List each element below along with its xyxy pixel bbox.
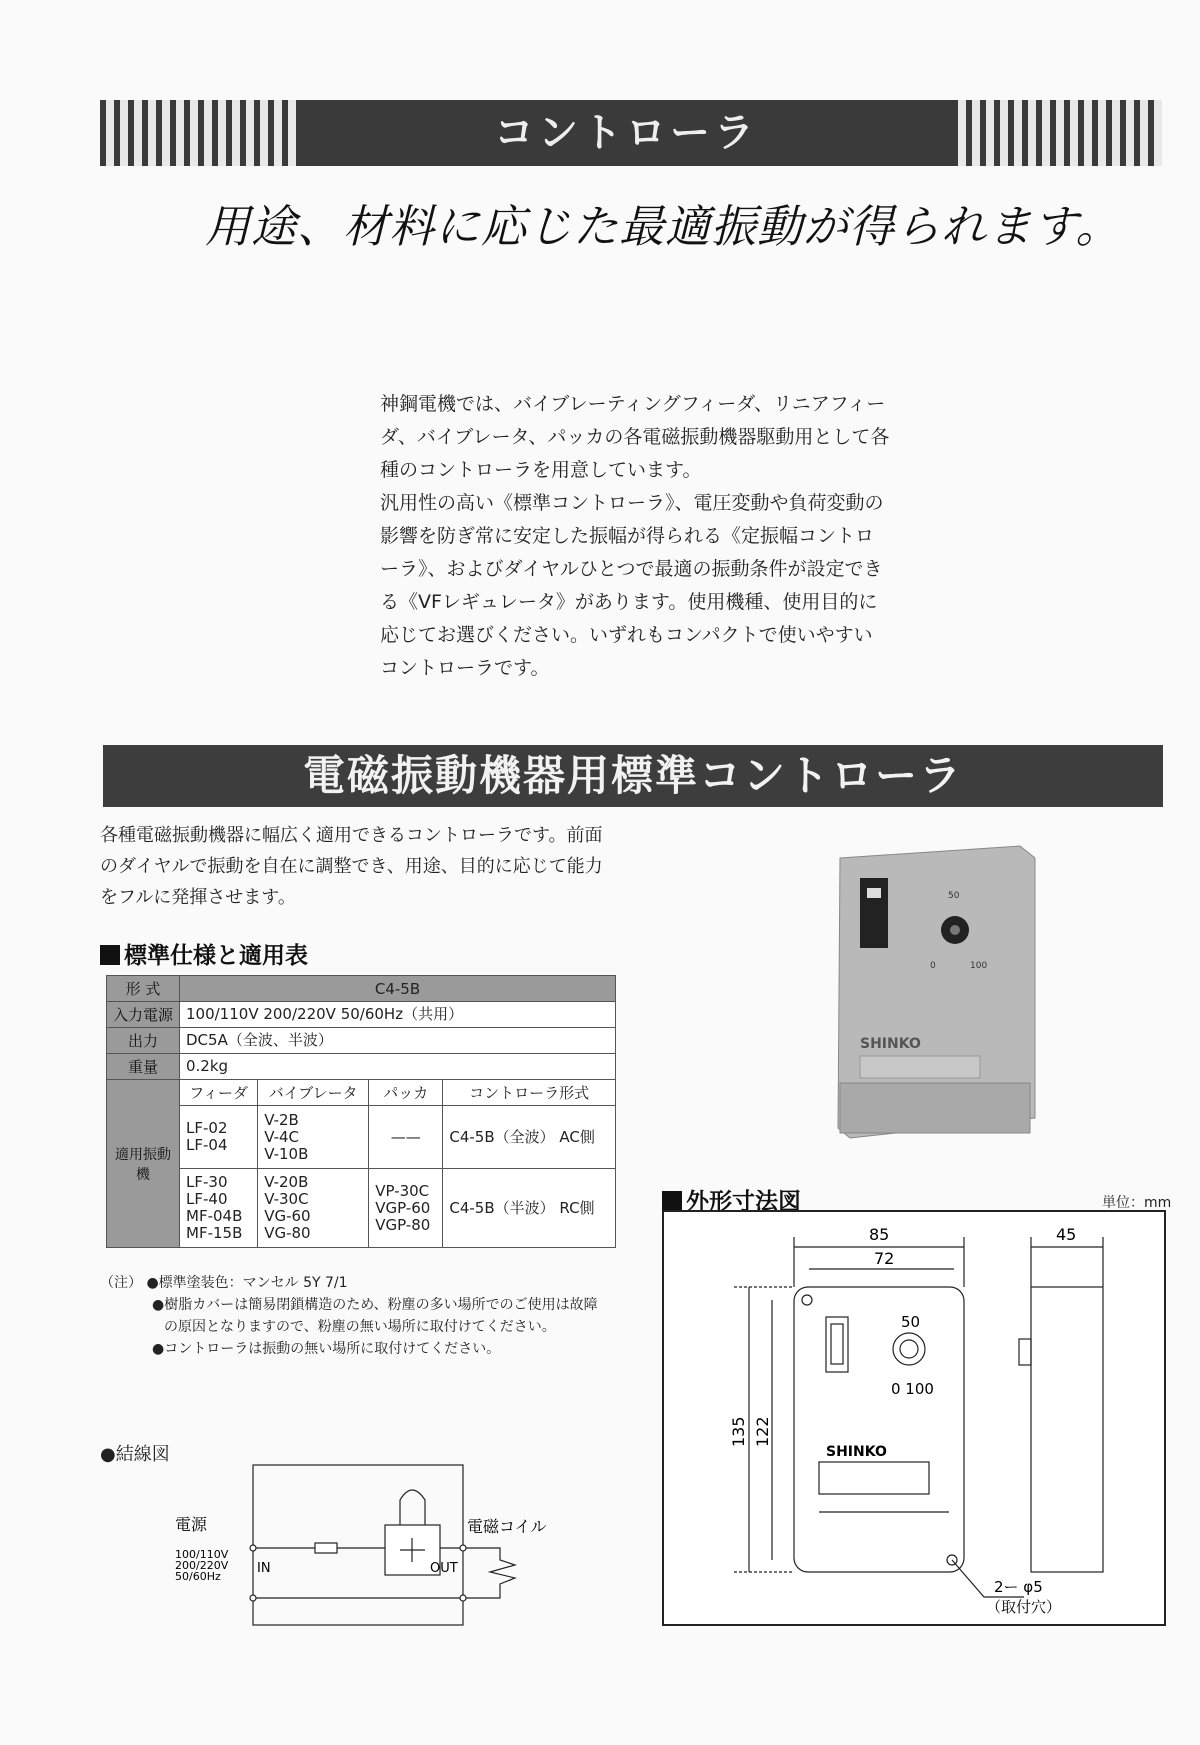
dim-width-inner: 72 [874,1249,895,1268]
banner-title: コントローラ [494,110,758,156]
row1-packer: —— [369,1106,443,1169]
table-row [107,1028,616,1054]
dim-dial-top: 50 [901,1313,921,1331]
banner-stripes-right [952,100,1162,166]
top-banner [100,100,1162,166]
wiring-out-label: OUT [430,1561,458,1576]
col-feeder: フィーダ [180,1080,258,1106]
dim-height-inner: 122 [753,1416,772,1447]
square-bullet-icon [100,945,120,965]
spec-table [106,975,616,1248]
model-label: 形 式 [107,976,180,1002]
dim-width-outer: 85 [869,1225,890,1244]
wiring-in-label: IN [257,1561,271,1576]
note-2a: ●樹脂カバーは簡易閉鎖構造のため、粉塵の多い場所でのご使用は故障 [152,1297,598,1313]
row1-feeder: LF-02 LF-04 [180,1106,258,1169]
col-controller: コントローラ形式 [443,1080,616,1106]
section-title: 電磁振動機器用標準コントローラ [103,745,1163,807]
photo-dial-top: 50 [948,891,960,901]
input-value: 100/110V 200/220V 50/60Hz（共用） [180,1002,616,1028]
notes-prefix: （注） [100,1275,142,1291]
intro-text [380,388,890,685]
unit-label: 単位：mm [1102,1195,1172,1211]
tagline: 用途、材料に応じた最適振動が得られます。 [205,200,1122,253]
col-vibrator: バイブレータ [258,1080,369,1106]
square-bullet-icon [662,1191,682,1211]
table-row [107,1106,616,1169]
table-row [107,976,616,1002]
dim-height-outer: 135 [729,1416,748,1447]
intro-paragraph-2: 汎用性の高い《標準コントローラ》、電圧変動や負荷変動の影響を防ぎ常に安定した振幅が得られる《定振幅コントローラ》、およびダイヤルひとつで最適の振動条件が設定できる《VFレギュレータ》があります。使用機種、使用目的に応じてお選びください。いずれもコンパクトで使いやすいコントローラです。 [380,492,884,679]
dim-depth: 45 [1056,1225,1077,1244]
dimension-drawing [662,1210,1166,1626]
weight-label: 重量 [107,1054,180,1080]
output-label: 出力 [107,1028,180,1054]
photo-brand-label: SHINKO [860,1036,921,1052]
note-2b: の原因となりますので、粉塵の無い場所に取付けてください。 [164,1319,556,1335]
dim-hole-spec: 2ー φ5 [994,1578,1043,1596]
row1-controller: C4-5B（全波） AC側 [443,1106,616,1169]
col-packer: パッカ [369,1080,443,1106]
banner-stripes-left [100,100,300,166]
wiring-heading: ●結線図 [100,1444,170,1465]
wiring-coil-label: 電磁コイル [467,1517,547,1536]
dim-hole-note: （取付穴） [986,1598,1062,1616]
dim-dial-bottom: 0 100 [891,1380,934,1398]
row2-packer: VP-30C VGP-60 VGP-80 [369,1169,443,1248]
note-1: ●標準塗装色：マンセル 5Y 7/1 [146,1275,348,1291]
table-row [107,1169,616,1248]
section-description: 各種電磁振動機器に幅広く適用できるコントローラです。前面のダイヤルで振動を自在に調整でき、用途、目的に応じて能力をフルに発揮させます。 [100,825,603,908]
input-label: 入力電源 [107,1002,180,1028]
weight-value: 0.2kg [180,1054,616,1080]
wiring-power-label: 電源 [175,1515,208,1534]
dim-brand-label: SHINKO [826,1444,887,1460]
row2-controller: C4-5B（半波） RC側 [443,1169,616,1248]
note-3: ●コントローラは振動の無い場所に取付けてください。 [152,1341,501,1357]
wiring-diagram [175,1460,595,1640]
table-row [107,1080,616,1106]
photo-dial-left: 0 [930,961,936,971]
model-value: C4-5B [180,976,616,1002]
row2-feeder: LF-30 LF-40 MF-04B MF-15B [180,1169,258,1248]
dimensions-heading-label: 外形寸法図 [686,1189,801,1215]
table-row [107,1054,616,1080]
spec-heading [100,937,308,970]
product-photo [830,838,1040,1148]
notes [100,1272,640,1360]
applicable-label: 適用振動機 [107,1080,180,1248]
spec-heading-label: 標準仕様と適用表 [124,943,308,969]
output-value: DC5A（全波、半波） [180,1028,616,1054]
table-row [107,1002,616,1028]
row2-vibrator: V-20B V-30C VG-60 VG-80 [258,1169,369,1248]
row1-vibrator: V-2B V-4C V-10B [258,1106,369,1169]
intro-paragraph-1: 神鋼電機では、バイブレーティングフィーダ、リニアフィーダ、バイブレータ、パッカの各電磁振動機器駆動用として各種のコントローラを用意しています。 [380,393,890,481]
photo-dial-right: 100 [970,961,988,971]
wiring-voltage: 100/110V 200/220V 50/60Hz [175,1548,229,1583]
